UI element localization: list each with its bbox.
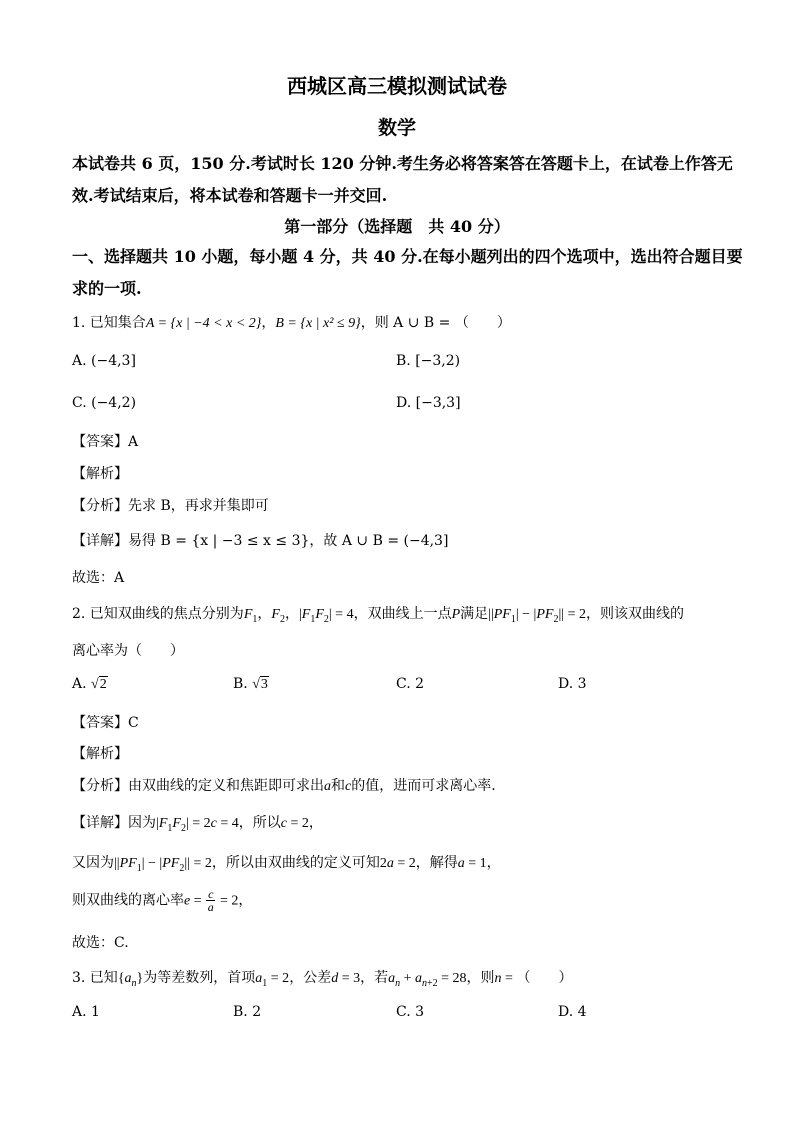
fraction-c-over-a: $\frac{c}{a}$ xyxy=(207,887,214,914)
q2-text-1: 2. 已知双曲线的焦点分别为 xyxy=(72,606,244,622)
part-heading: 第一部分（选择题 共 40 分） xyxy=(284,217,510,236)
q3-option-a: A. 1 xyxy=(72,1004,100,1020)
q3-text-6: （ ） xyxy=(516,970,573,986)
q1-answer xyxy=(72,431,138,451)
q1-analysis-label: 【解析】 xyxy=(72,466,128,482)
q2-fenxi-1: 由双曲线的定义和焦距即可求出 xyxy=(128,778,324,794)
q2-line-b-3: ，解得 xyxy=(415,855,458,871)
choose-label: 故选： xyxy=(72,570,114,586)
q1-ask: ，则 A ∪ B = （ ） xyxy=(360,315,511,331)
q2-option-a-value: 2 xyxy=(99,677,107,692)
q1-prefix: 1. 已知集合 xyxy=(72,315,146,331)
q2-line-c-1: 则双曲线的离心率 xyxy=(72,892,184,909)
q3-option-c: C. 3 xyxy=(396,1004,425,1020)
answer-label: 【答案】 xyxy=(72,715,128,731)
q2-option-d: D. 3 xyxy=(558,676,587,692)
detail-label: 【详解】 xyxy=(72,815,128,831)
q1-set-a: A = {x | −4 < x < 2} xyxy=(145,316,262,331)
q2-choose xyxy=(72,932,129,952)
q2-fenxi: 【分析】由双曲线的定义和焦距即可求出a和c的值，进而可求离心率. xyxy=(72,778,496,794)
q3-option-d: D. 4 xyxy=(558,1004,587,1020)
q2-option-c: C. 2 xyxy=(396,676,425,692)
fenxi-label: 【分析】 xyxy=(72,778,128,794)
q2-answer xyxy=(72,712,139,732)
q2-stem-line-2: 离心率为（ ） xyxy=(72,643,184,659)
answer-label: 【答案】 xyxy=(72,434,128,450)
q1-fenxi xyxy=(72,495,269,515)
q2-detail: 【详解】因为$|F_1F_2| = 2c = 4$，所以c = 2， xyxy=(72,815,323,834)
q2-detail-line-c: 则双曲线的离心率e = $\frac{c}{a}$ = 2， xyxy=(72,887,253,914)
q1-set-b: B = {x | x² ≤ 9} xyxy=(275,316,361,331)
detail-label: 【详解】 xyxy=(72,533,128,549)
q2-detail-1: 因为 xyxy=(128,815,156,831)
sqrt-symbol: √3 xyxy=(252,677,268,692)
q1-fenxi-text: 先求 B，再求并集即可 xyxy=(128,498,269,514)
q2-detail-2: ，所以 xyxy=(238,815,281,831)
q1-choose-value: A xyxy=(114,570,125,586)
q2-text-2: ，双曲线上一点 xyxy=(353,606,452,622)
choose-label: 故选： xyxy=(72,935,114,951)
q2-fenxi-2: 和 xyxy=(331,778,345,794)
fenxi-label: 【分析】 xyxy=(72,498,128,514)
q3-stem: 3. 已知$\{a_n\}$为等差数列，首项$a_1 = 2$，公差d = 3，若$a_n + a_{n+2} = 28$，则n = （ ） xyxy=(72,970,573,989)
q2-line-b-2: ，所以由双曲线的定义可知 xyxy=(211,855,380,871)
sqrt-symbol: √2 xyxy=(91,677,107,692)
q2-text-4: ，则该双曲线的 xyxy=(586,606,684,622)
q2-option-a-label: A. xyxy=(72,676,87,692)
q1-detail xyxy=(72,530,448,550)
q2-analysis-label: 【解析】 xyxy=(72,746,128,762)
q2-text-3: 满足 xyxy=(460,606,489,622)
q1-option-c: C. (−4,2) xyxy=(72,395,137,411)
q3-text-1: 3. 已知 xyxy=(72,970,118,986)
q1-option-a: A. (−4,3] xyxy=(72,353,136,369)
q3-text-5: ，则 xyxy=(466,970,495,986)
q2-option-b-label: B. xyxy=(233,676,248,692)
q2-line-b-1: 又因为 xyxy=(72,855,114,871)
instructions-line-1: 本试卷共 6 页，150 分.考试时长 120 分钟.考生务必将答案答在答题卡上，在试卷上作答无 xyxy=(72,154,733,173)
q2-stem-line-1: 2. 已知双曲线的焦点分别为$F_1$，$F_2$，$|F_1F_2| = 4$，双曲线上一点P满足$||PF_1| - |PF_2|| = 2$，则该双曲线的 xyxy=(72,606,684,625)
q2-option-a xyxy=(72,676,108,693)
q1-answer-value: A xyxy=(128,434,139,450)
q1-option-b: B. [−3,2) xyxy=(396,353,461,369)
page-title: 西城区高三模拟测试试卷 xyxy=(287,74,507,98)
q1-option-d: D. [−3,3] xyxy=(396,395,461,411)
q2-answer-value: C xyxy=(128,715,139,731)
q2-detail-line-b: 又因为$||PF_1| - |PF_2|| = 2$，所以由双曲线的定义可知2a = 2，解得a = 1， xyxy=(72,855,501,874)
q1-stem: 1. 已知集合A = {x | −4 < x < 2}，B = {x | x² ≤ 9}，则 A ∪ B = （ ） xyxy=(72,315,511,331)
q3-text-4: ，若 xyxy=(360,970,389,986)
section-intro-line-2: 求的一项. xyxy=(72,279,142,298)
q3-text-3: ，公差 xyxy=(289,970,332,986)
section-intro-line-1: 一、选择题共 10 小题，每小题 4 分，共 40 分.在每小题列出的四个选项中，选出符合题目要 xyxy=(72,247,743,266)
subject-heading: 数学 xyxy=(377,117,416,139)
q3-option-b: B. 2 xyxy=(233,1004,262,1020)
instructions-line-2: 效.考试结束后，将本试卷和答题卡一并交回. xyxy=(72,186,388,205)
q2-option-b xyxy=(233,676,269,693)
q3-text-2: 为等差数列，首项 xyxy=(143,970,256,986)
q2-fenxi-3: 的值，进而可求离心率. xyxy=(351,778,496,794)
q1-choose xyxy=(72,567,124,587)
q1-detail-text: 易得 B = {x | −3 ≤ x ≤ 3}，故 A ∪ B = (−4,3] xyxy=(128,533,449,549)
q2-choose-value: C. xyxy=(114,935,129,951)
q2-option-b-value: 3 xyxy=(260,677,268,692)
